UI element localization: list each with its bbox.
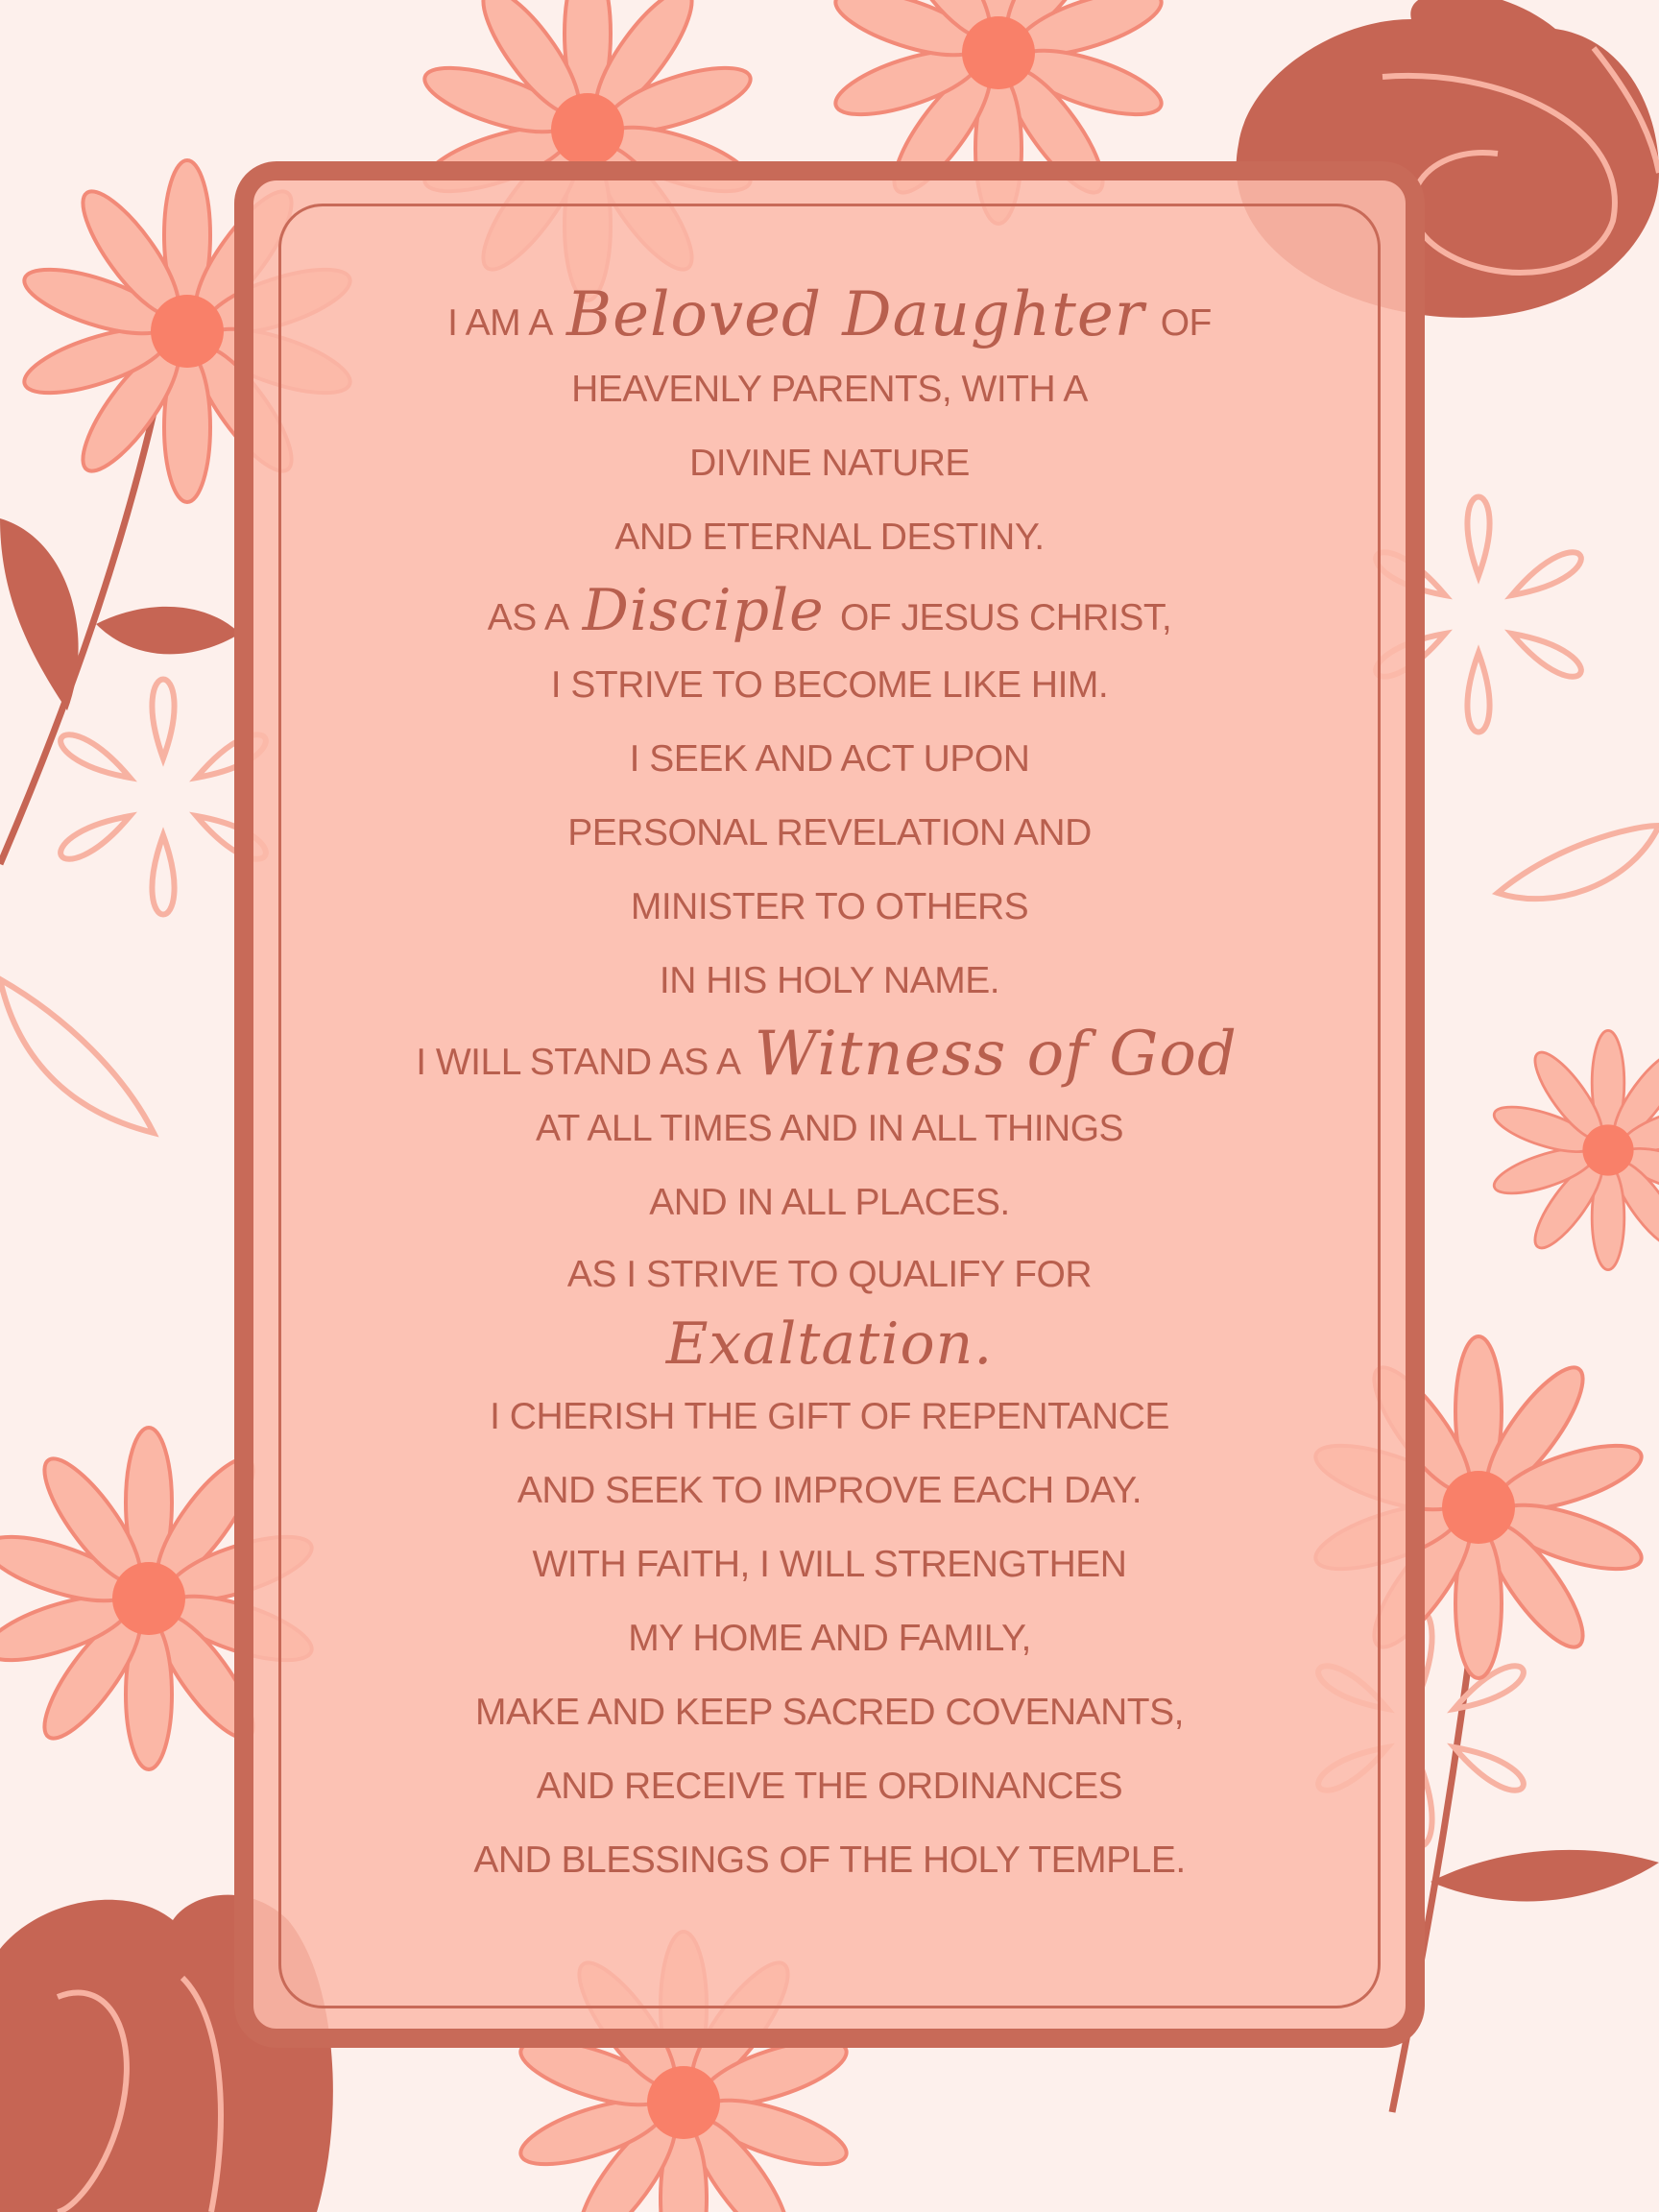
line-text: IN HIS HOLY NAME. (659, 960, 1000, 1001)
line-text: I AM A (447, 302, 551, 344)
creed-line (278, 352, 1381, 426)
line-text: I SEEK AND ACT UPON (629, 738, 1030, 780)
creed-line (278, 1675, 1381, 1749)
line-text: MY HOME AND FAMILY, (628, 1618, 1031, 1659)
creed-line (278, 1823, 1381, 1897)
creed-line (278, 648, 1381, 722)
line-text: AND RECEIVE THE ORDINANCES (536, 1766, 1123, 1807)
creed-line (278, 1310, 1381, 1380)
creed-line (278, 870, 1381, 944)
script-word: Beloved Daughter (566, 279, 1145, 350)
creed-line (278, 426, 1381, 500)
line-text: DIVINE NATURE (689, 443, 970, 484)
creed-line (278, 796, 1381, 870)
creed-line (278, 1380, 1381, 1454)
creed-line (278, 1601, 1381, 1675)
creed-line (278, 278, 1381, 352)
script-word: Exaltation. (665, 1310, 994, 1378)
line-text: AT ALL TIMES AND IN ALL THINGS (535, 1108, 1124, 1149)
creed-line (278, 1454, 1381, 1527)
creed-line (278, 722, 1381, 796)
line-text: AND BLESSINGS OF THE HOLY TEMPLE. (473, 1839, 1186, 1881)
creed-line (278, 1527, 1381, 1601)
creed-line (278, 574, 1381, 648)
creed-line (278, 944, 1381, 1018)
creed-line (278, 1166, 1381, 1239)
line-text: AND ETERNAL DESTINY. (614, 517, 1045, 558)
line-text: AS A (487, 597, 567, 638)
line-text: OF (1160, 302, 1212, 344)
line-text: OF JESUS CHRIST, (840, 597, 1172, 638)
small-daisy-icon (1489, 1030, 1659, 1269)
creed-line (278, 1749, 1381, 1823)
line-text: PERSONAL REVELATION AND (567, 812, 1092, 854)
line-text: AS I STRIVE TO QUALIFY FOR (566, 1254, 1093, 1295)
creed-line (278, 1018, 1381, 1092)
creed-line (278, 1239, 1381, 1310)
line-text: AND SEEK TO IMPROVE EACH DAY. (517, 1470, 1142, 1511)
creed-text (278, 278, 1381, 1897)
line-text: HEAVENLY PARENTS, WITH A (571, 369, 1088, 410)
script-word: Witness of God (754, 1019, 1238, 1090)
line-text: WITH FAITH, I WILL STRENGTHEN (532, 1544, 1127, 1585)
creed-line (278, 500, 1381, 574)
script-word: Disciple (582, 577, 825, 644)
line-text: I CHERISH THE GIFT OF REPENTANCE (490, 1396, 1169, 1437)
line-text: MINISTER TO OTHERS (630, 886, 1029, 927)
line-text: MAKE AND KEEP SACRED COVENANTS, (475, 1692, 1184, 1733)
line-text: I STRIVE TO BECOME LIKE HIM. (550, 664, 1109, 706)
creed-line (278, 1092, 1381, 1166)
line-text: I WILL STAND AS A (416, 1042, 739, 1083)
line-text: AND IN ALL PLACES. (649, 1182, 1010, 1223)
